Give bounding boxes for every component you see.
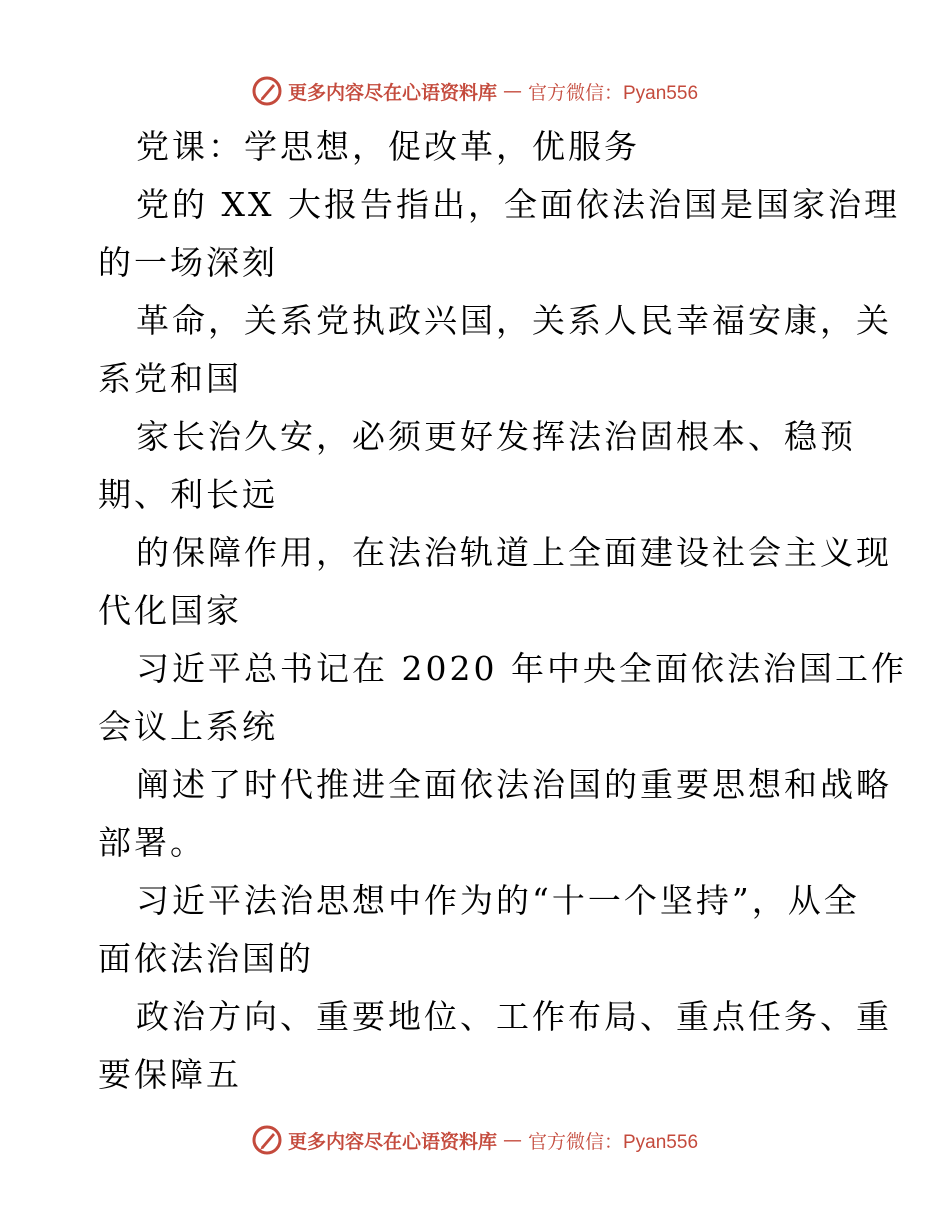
banner-separator: —	[503, 1129, 522, 1151]
document-body	[98, 118, 907, 1104]
document-line: 的一场深刻	[98, 243, 278, 282]
document-line: 阐述了时代推进全面依法治国的重要思想和战略	[136, 765, 892, 804]
footer-banner	[0, 1120, 950, 1160]
header-banner	[0, 71, 950, 111]
banner-separator: —	[503, 80, 522, 102]
document-line: 革命，关系党执政兴国，关系人民幸福安康，关	[136, 301, 892, 340]
document-line: 习近平法治思想中作为的“十一个坚持”，从全	[136, 881, 860, 920]
banner-account-text: 官方微信：Pyan556	[528, 82, 699, 104]
document-line: 要保障五	[98, 1055, 242, 1094]
document-title: 党课：学思想，促改革，优服务	[136, 127, 640, 166]
document-line: 代化国家	[98, 591, 242, 630]
document-line: 习近平总书记在 2020 年中央全面依法治国工作	[136, 649, 907, 688]
document-line: 期、利长远	[98, 475, 278, 514]
banner-main-text: 更多内容尽在心语资料库	[287, 1130, 497, 1153]
quill-pen-logo-icon	[252, 1125, 282, 1155]
document-line: 面依法治国的	[98, 939, 314, 978]
document-line: 部署。	[98, 823, 206, 862]
quill-pen-logo-icon	[252, 76, 282, 106]
document-line: 的保障作用，在法治轨道上全面建设社会主义现	[136, 533, 892, 572]
document-line: 会议上系统	[98, 707, 278, 746]
document-line: 党的 XX 大报告指出，全面依法治国是国家治理	[136, 185, 900, 224]
document-line: 家长治久安，必须更好发挥法治固根本、稳预	[136, 417, 856, 456]
banner-main-text: 更多内容尽在心语资料库	[287, 81, 497, 104]
document-line: 系党和国	[98, 359, 242, 398]
banner-account-text: 官方微信：Pyan556	[528, 1131, 699, 1153]
document-line: 政治方向、重要地位、工作布局、重点任务、重	[136, 997, 892, 1036]
